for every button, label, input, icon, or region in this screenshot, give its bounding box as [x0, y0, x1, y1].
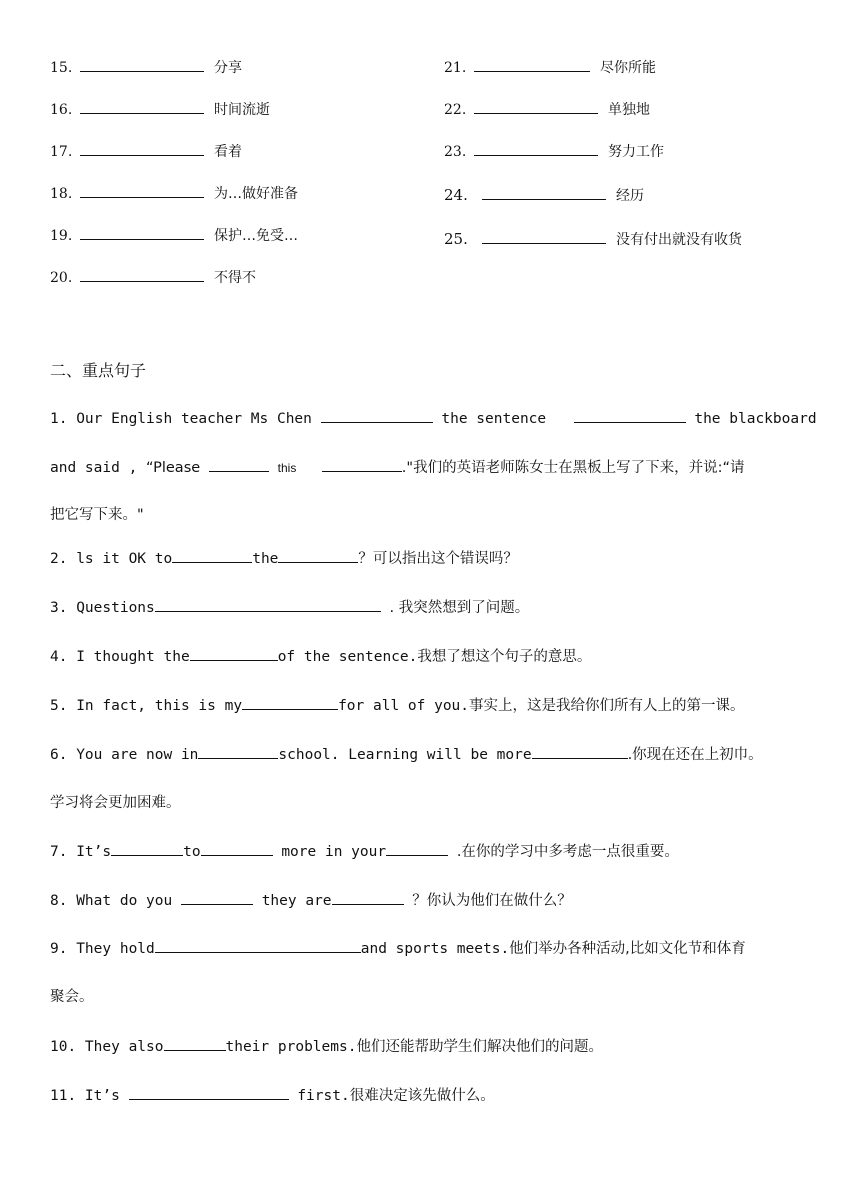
answer-blank[interactable]: [164, 1038, 226, 1051]
answer-blank[interactable]: [474, 61, 590, 72]
vocab-item-23: [444, 142, 664, 162]
answer-blank[interactable]: [201, 843, 273, 856]
sentence-5: [50, 694, 745, 718]
answer-blank[interactable]: [209, 459, 269, 472]
answer-blank[interactable]: [474, 145, 598, 156]
answer-blank[interactable]: [278, 550, 358, 563]
sentence-translation: 事实上，这是我给你们所有人上的第一课。: [469, 698, 745, 714]
vocab-item-18: [50, 184, 298, 204]
sentence-1-line-1: [50, 407, 817, 431]
sentence-text: 10. They also: [50, 1039, 164, 1055]
sentence-6-line-1: [50, 743, 763, 767]
answer-blank[interactable]: [322, 459, 402, 472]
sentence-8: [50, 889, 572, 913]
sentence-text: first.: [297, 1088, 350, 1104]
item-meaning: 不得不: [214, 270, 256, 286]
sentence-text: 3. Questions: [50, 600, 155, 616]
vocab-item-15: [50, 58, 242, 78]
sentence-text: school. Learning will be more: [278, 747, 532, 763]
answer-blank[interactable]: [80, 229, 204, 240]
item-meaning: 分享: [214, 60, 242, 76]
sentence-text: 7. It’s: [50, 844, 112, 860]
item-meaning: 努力工作: [608, 144, 664, 160]
answer-blank[interactable]: [155, 599, 381, 612]
sentence-text: 4. I thought the: [50, 649, 190, 665]
vocab-item-17: [50, 142, 242, 162]
sentence-text: 6. You are now in: [50, 747, 199, 763]
sentence-text: 8. What do you: [50, 893, 173, 909]
answer-blank[interactable]: [80, 103, 204, 114]
sentence-9-line-1: [50, 937, 746, 961]
sentence-text: of the sentence.: [277, 649, 418, 665]
vocab-item-16: [50, 100, 270, 120]
answer-blank[interactable]: [181, 892, 253, 905]
vocab-item-19: [50, 226, 298, 246]
sentence-translation: 把它写下来。": [50, 507, 144, 523]
sentence-text: this: [277, 461, 297, 475]
sentence-2: [50, 547, 518, 571]
sentence-3: [50, 596, 529, 620]
answer-blank[interactable]: [80, 187, 204, 198]
answer-blank[interactable]: [386, 843, 448, 856]
answer-blank[interactable]: [198, 746, 278, 759]
sentence-text: and said ,: [50, 460, 138, 476]
sentence-text: 11. It’s: [50, 1088, 120, 1104]
item-meaning: 单独地: [608, 102, 650, 118]
sentence-11: [50, 1084, 495, 1108]
answer-blank[interactable]: [80, 145, 204, 156]
item-number: 18.: [50, 186, 73, 202]
sentence-translation: . 我突然想到了问题。: [389, 600, 530, 616]
sentence-text: 5. In fact, this is my: [50, 698, 243, 714]
sentence-translation: 聚会。: [50, 989, 94, 1005]
sentence-translation: ？可以指出这个错误吗？: [358, 551, 518, 567]
item-meaning: 保护…免受…: [214, 228, 298, 244]
item-number: 17.: [50, 144, 73, 160]
answer-blank[interactable]: [574, 410, 686, 423]
item-number: 25.: [444, 230, 468, 248]
item-number: 20.: [50, 270, 73, 286]
vocab-item-20: [50, 268, 256, 288]
item-meaning: 看着: [214, 144, 242, 160]
vocab-item-22: [444, 100, 650, 120]
item-meaning: 为…做好准备: [214, 186, 298, 202]
answer-blank[interactable]: [482, 233, 606, 244]
answer-blank[interactable]: [242, 697, 338, 710]
sentence-text: the blackboard: [694, 411, 817, 427]
answer-blank[interactable]: [190, 648, 278, 661]
sentence-text: their problems.: [225, 1039, 357, 1055]
section-title: 二、重点句子: [50, 361, 147, 380]
sentence-6-line-2: [50, 791, 181, 815]
sentence-text: more in your: [281, 844, 387, 860]
item-meaning: 没有付出就没有收货: [616, 232, 742, 248]
sentence-text: “Please: [146, 460, 201, 476]
sentence-translation: 他们举办各种活动,比如文化节和体育: [509, 941, 746, 957]
sentence-text: to: [183, 844, 201, 860]
sentence-9-line-2: [50, 985, 94, 1009]
item-meaning: 尽你所能: [600, 60, 656, 76]
sentence-translation: .在你的学习中多考虑一点很重要。: [456, 844, 679, 860]
item-number: 23.: [444, 144, 467, 160]
sentence-translation: 我想了想这个句子的意思。: [417, 649, 592, 665]
sentence-10: [50, 1035, 603, 1059]
sentence-text: the: [252, 551, 279, 567]
answer-blank[interactable]: [482, 189, 606, 200]
item-meaning: 经历: [616, 188, 644, 204]
answer-blank[interactable]: [474, 103, 598, 114]
item-number: 21.: [444, 60, 467, 76]
answer-blank[interactable]: [129, 1087, 289, 1100]
vocab-item-21: [444, 58, 656, 78]
vocab-item-25: [444, 229, 742, 250]
item-number: 24.: [444, 186, 468, 204]
sentence-translation: ."我们的英语老师陈女士在黑板上写了下来，并说:“请: [401, 460, 745, 476]
vocab-item-24: [444, 185, 644, 206]
item-meaning: 时间流逝: [214, 102, 270, 118]
item-number: 15.: [50, 60, 73, 76]
sentence-translation: 学习将会更加困难。: [50, 795, 181, 811]
item-number: 19.: [50, 228, 73, 244]
answer-blank[interactable]: [80, 271, 204, 282]
sentence-text: 1. Our English teacher Ms Chen: [50, 411, 312, 427]
sentence-1-line-2: [50, 456, 744, 480]
answer-blank[interactable]: [321, 410, 433, 423]
sentence-text: the sentence: [441, 411, 547, 427]
sentence-text: and sports meets.: [360, 941, 510, 957]
sentence-text: they are: [261, 893, 332, 909]
sentence-translation: ？你认为他们在做什么？: [412, 893, 572, 909]
sentence-translation: 很难决定该先做什么。: [349, 1088, 495, 1104]
item-number: 22.: [444, 102, 467, 118]
item-number: 16.: [50, 102, 73, 118]
answer-blank[interactable]: [80, 61, 204, 72]
answer-blank[interactable]: [111, 843, 183, 856]
sentence-translation: .你现在还在上初巾。: [627, 747, 763, 763]
answer-blank[interactable]: [332, 892, 404, 905]
sentence-translation: 他们还能帮助学生们解决他们的问题。: [356, 1039, 603, 1055]
sentence-text: 2. ls it OK to: [50, 551, 173, 567]
sentence-7: [50, 840, 679, 864]
sentence-1-line-3: [50, 503, 144, 527]
answer-blank[interactable]: [532, 746, 628, 759]
sentence-text: for all of you.: [338, 698, 470, 714]
answer-blank[interactable]: [172, 550, 252, 563]
sentence-text: 9. They hold: [50, 941, 155, 957]
answer-blank[interactable]: [155, 940, 361, 953]
sentence-4: [50, 645, 591, 669]
